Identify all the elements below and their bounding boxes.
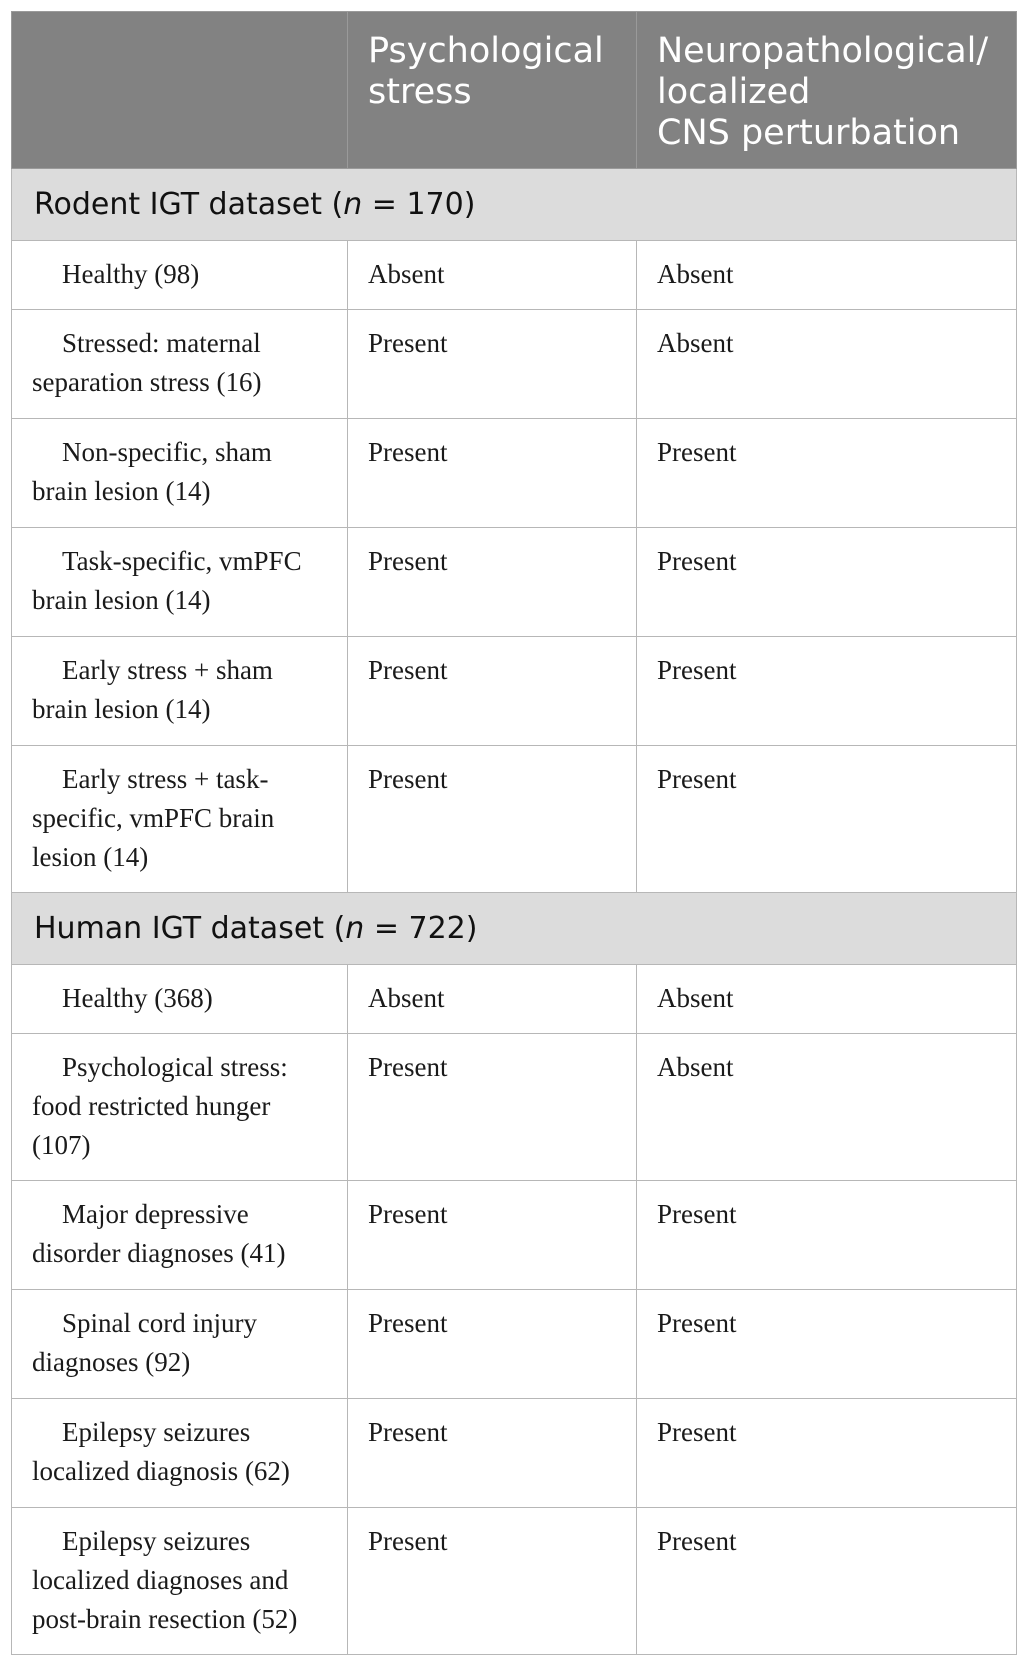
section-title: Rodent IGT dataset (n = 170) [12, 169, 1017, 241]
table-row [12, 419, 1017, 528]
section-header-human [12, 893, 1017, 965]
stress-value: Present [348, 1034, 637, 1181]
neuro-value: Absent [637, 965, 1017, 1034]
neuro-value: Absent [637, 241, 1017, 310]
neuro-value: Present [637, 637, 1017, 746]
row-label: Healthy (368) [12, 965, 348, 1034]
header-neuropathological: Neuropathological/ localized CNS perturbation [637, 12, 1017, 169]
neuro-value: Present [637, 419, 1017, 528]
row-label: Task-specific, vmPFC brain lesion (14) [12, 528, 348, 637]
table-row [12, 528, 1017, 637]
stress-value: Present [348, 1399, 637, 1508]
table-row [12, 965, 1017, 1034]
stress-value: Absent [348, 965, 637, 1034]
neuro-value: Present [637, 1181, 1017, 1290]
stress-value: Present [348, 1181, 637, 1290]
neuro-value: Present [637, 528, 1017, 637]
stress-value: Absent [348, 241, 637, 310]
section-header-rodent [12, 169, 1017, 241]
row-label: Psychological stress: food restricted hunger (107) [12, 1034, 348, 1181]
table-row [12, 241, 1017, 310]
row-label: Early stress + sham brain lesion (14) [12, 637, 348, 746]
table-row [12, 746, 1017, 893]
stress-value: Present [348, 746, 637, 893]
neuro-value: Absent [637, 1034, 1017, 1181]
row-label: Spinal cord injury diagnoses (92) [12, 1290, 348, 1399]
table-row [12, 1508, 1017, 1655]
table-row [12, 1034, 1017, 1181]
table-row [12, 1181, 1017, 1290]
row-label: Healthy (98) [12, 241, 348, 310]
table-row [12, 1290, 1017, 1399]
table-row [12, 310, 1017, 419]
stress-value: Present [348, 637, 637, 746]
neuro-value: Absent [637, 310, 1017, 419]
stress-value: Present [348, 1290, 637, 1399]
neuro-value: Present [637, 1290, 1017, 1399]
row-label: Stressed: maternal separation stress (16) [12, 310, 348, 419]
stress-value: Present [348, 528, 637, 637]
row-label: Early stress + task-specific, vmPFC brain lesion (14) [12, 746, 348, 893]
stress-value: Present [348, 419, 637, 528]
row-label: Epilepsy seizures localized diagnoses and post-brain resection (52) [12, 1508, 348, 1655]
table-row [12, 637, 1017, 746]
table-row [12, 1399, 1017, 1508]
neuro-value: Present [637, 1508, 1017, 1655]
row-label: Epilepsy seizures localized diagnosis (62) [12, 1399, 348, 1508]
row-label: Major depressive disorder diagnoses (41) [12, 1181, 348, 1290]
comparison-table [11, 11, 1017, 1655]
neuro-value: Present [637, 1399, 1017, 1508]
neuro-value: Present [637, 746, 1017, 893]
header-psychological-stress: Psychological stress [348, 12, 637, 169]
row-label: Non-specific, sham brain lesion (14) [12, 419, 348, 528]
stress-value: Present [348, 1508, 637, 1655]
stress-value: Present [348, 310, 637, 419]
section-title: Human IGT dataset (n = 722) [12, 893, 1017, 965]
header-cell-empty [12, 12, 348, 169]
header-row [12, 12, 1017, 169]
